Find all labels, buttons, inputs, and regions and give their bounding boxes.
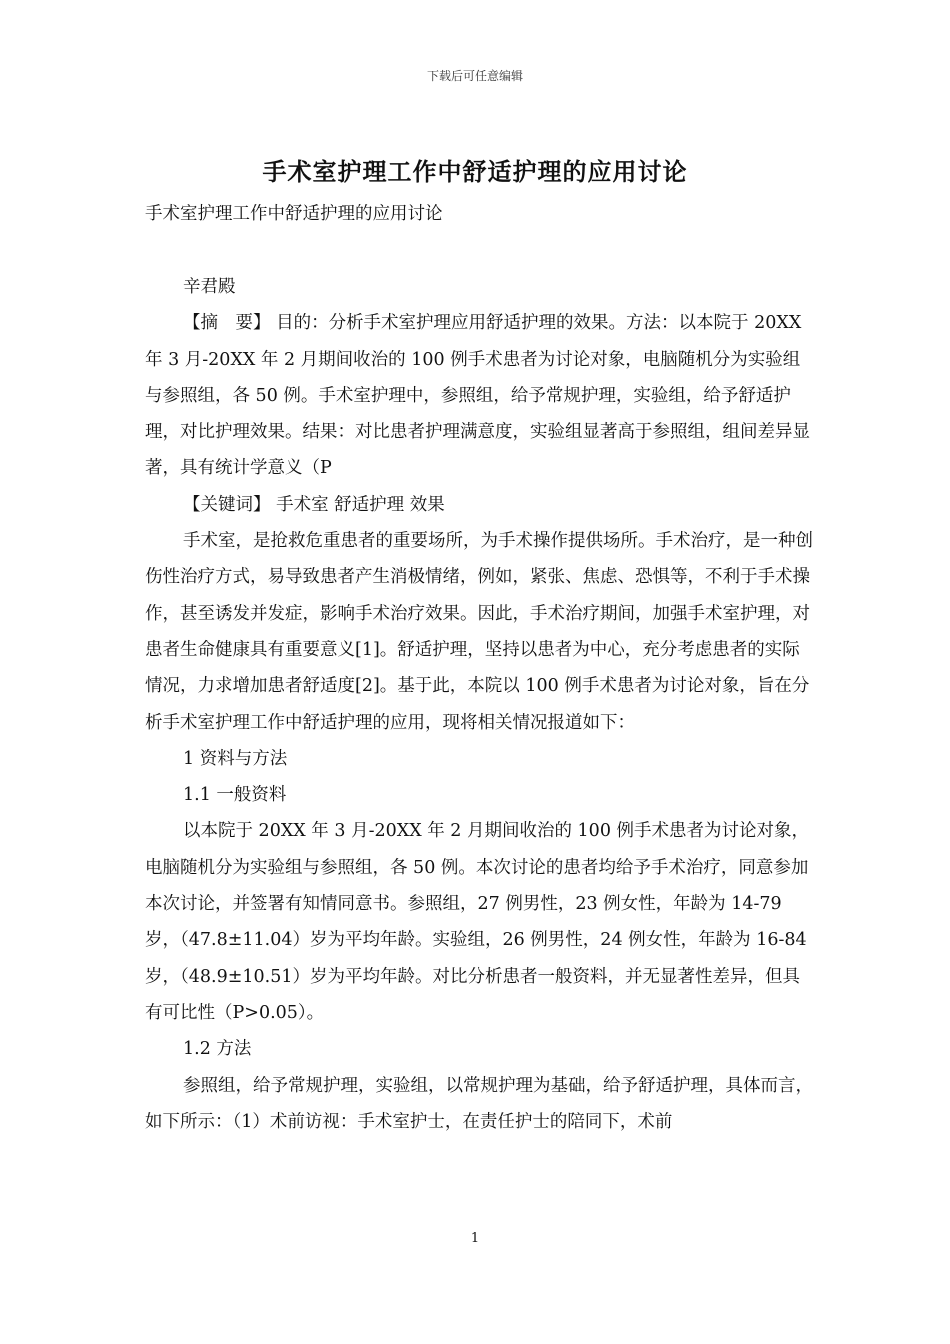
methods-paragraph: 参照组，给予常规护理，实验组，以常规护理为基础，给予舒适护理，具体而言，如下所示：（1）术前访视：手术室护士，在责任护士的陪同下，术前 <box>145 1075 813 1132</box>
abstract-label: 【摘 要】 <box>183 313 271 334</box>
keywords-text: 手术室 舒适护理 效果 <box>270 494 445 515</box>
subsection-heading: 1.2 方法 <box>183 1039 252 1060</box>
intro-paragraph: 手术室，是抢救危重患者的重要场所，为手术操作提供场所。手术治疗，是一种创伤性治疗方式，易导致患者产生消极情绪，例如，紧张、焦虑、恐惧等，不利于手术操作，甚至诱发并发症，影响手术治疗效果。因此，手术治疗期间，加强手术室护理，对患者生命健康具有重要意义[1]。舒适护理，坚持以患者为中心，充分考虑患者的实际情况，力求增加患者舒适度[2]。基于此，本院以 100 例手术患者为讨论对象，旨在分析手术室护理工作中舒适护理的应用，现将相关情况报道如下： <box>145 531 813 733</box>
document-body <box>145 269 817 1140</box>
keywords-label: 【关键词】 <box>183 494 271 515</box>
document-subtitle: 手术室护理工作中舒适护理的应用讨论 <box>145 204 443 224</box>
general-data-paragraph: 以本院于 20XX 年 3 月-20XX 年 2 月期间收治的 100 例手术患者为讨论对象，电脑随机分为实验组与参照组，各 50 例。本次讨论的患者均给予手术治疗，同意参加本次讨论，并签署有知情同意书。参照组，27 例男性，23 例女性，年龄为 14-79 岁，（47.8±11.04）岁为平均年龄。实验组，26 例男性，24 例女性，年龄为 16-84 岁，（48.9±10.51）岁为平均年龄。对比分析患者一般资料，并无显著性差异，但具有可比性（P>0.05）。 <box>145 821 810 1023</box>
author-name: 辛君殿 <box>183 277 236 297</box>
page-number: 1 <box>470 1231 480 1246</box>
subsection-heading: 1.1 一般资料 <box>183 785 287 806</box>
section-heading: 1 资料与方法 <box>183 748 288 769</box>
header-note: 下载后可任意编辑 <box>426 69 523 83</box>
document-title: 手术室护理工作中舒适护理的应用讨论 <box>262 157 688 186</box>
abstract-text: 目的：分析手术室护理应用舒适护理的效果。方法：以本院于 20XX 年 3 月-20XX 年 2 月期间收治的 100 例手术患者为讨论对象，电脑随机分为实验组与参照组，各 50 例。手术室护理中，参照组，给予常规护理，实验组，给予舒适护理，对比护理效果。结果：对比患者护理满意度，实验组显著高于参照组，组间差异显著，具有统计学意义（P <box>145 313 810 479</box>
keywords-paragraph <box>145 487 817 523</box>
abstract-paragraph <box>145 305 817 486</box>
